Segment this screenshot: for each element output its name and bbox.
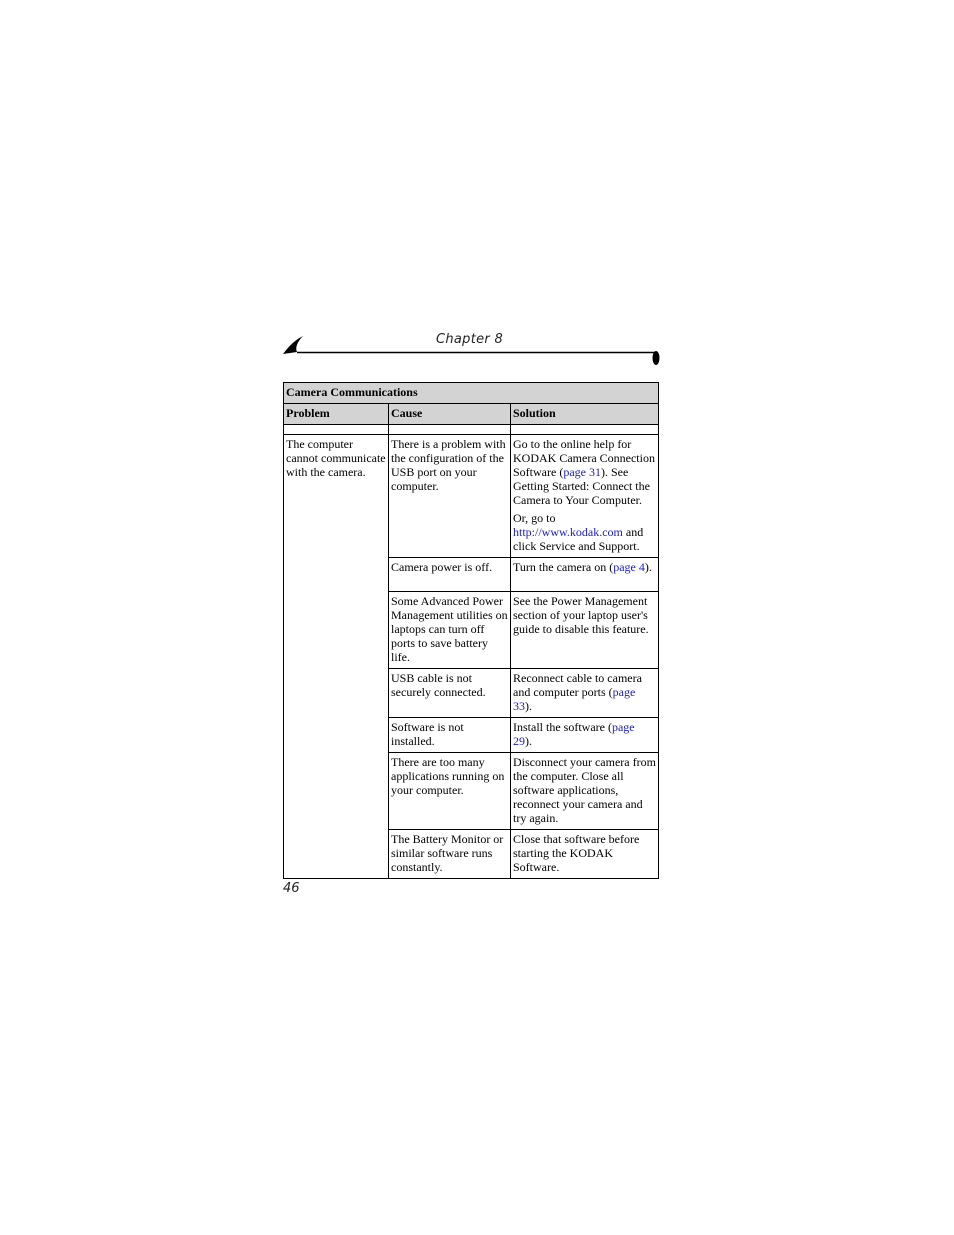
solution-text: ). xyxy=(525,699,532,713)
solution-text: Reconnect cable to camera and computer ports ( xyxy=(513,671,642,699)
solution-text: ). See Getting Started: Connect the Camera to Your Computer. xyxy=(513,465,650,507)
solution-cell xyxy=(511,558,659,592)
cause-cell: Camera power is off. xyxy=(389,558,511,592)
page-header xyxy=(283,330,661,366)
solution-cell: See the Power Management section of your laptop user's guide to disable this feature. xyxy=(511,592,659,669)
cause-cell: Software is not installed. xyxy=(389,718,511,753)
page-link[interactable]: page 29 xyxy=(513,720,635,748)
solution-paragraph xyxy=(513,437,656,507)
solution-text: Turn the camera on ( xyxy=(513,560,614,574)
problem-cell: The computer cannot communicate with the camera. xyxy=(284,435,389,879)
kodak-web-link[interactable]: http://www.kodak.com xyxy=(513,525,623,539)
page-link[interactable]: page 4 xyxy=(613,560,645,574)
solution-text: ). xyxy=(644,560,652,574)
page-link[interactable]: page 31 xyxy=(563,465,601,479)
page-link[interactable]: page 33 xyxy=(513,685,636,713)
solution-text: Install the software ( xyxy=(513,720,612,734)
header-end-dot-icon xyxy=(653,351,660,365)
chapter-label: Chapter 8 xyxy=(436,332,504,347)
solution-cell: Disconnect your camera from the computer. Close all software applications, reconnect your camera and try again. xyxy=(511,753,659,830)
solution-text: Or, go to xyxy=(513,511,556,525)
solution-cell xyxy=(511,718,659,753)
cause-cell: There are too many applications running on your computer. xyxy=(389,753,511,830)
solution-cell xyxy=(511,669,659,718)
table-row xyxy=(284,435,659,558)
cause-cell: USB cable is not securely connected. xyxy=(389,669,511,718)
solution-text: and click Service and Support. xyxy=(513,525,644,553)
cause-cell: The Battery Monitor or similar software runs constantly. xyxy=(389,830,511,879)
header-swoosh-icon xyxy=(283,336,303,354)
solution-cell: Close that software before starting the KODAK Software. xyxy=(511,830,659,879)
column-header-problem: Problem xyxy=(284,404,389,425)
solution-text: ). xyxy=(525,734,532,748)
table-header-row xyxy=(284,404,659,425)
cause-cell: Some Advanced Power Management utilities on laptops can turn off ports to save battery life. xyxy=(389,592,511,669)
table-title: Camera Communications xyxy=(284,383,659,404)
solution-text: Go to the online help for KODAK Camera Connection Software ( xyxy=(513,437,655,479)
cause-cell: There is a problem with the configuration of the USB port on your computer. xyxy=(389,435,511,558)
column-header-solution: Solution xyxy=(511,404,659,425)
camera-communications-table xyxy=(283,382,659,879)
table-spacer-row xyxy=(284,425,659,435)
page-number: 46 xyxy=(283,881,300,896)
table-title-row xyxy=(284,383,659,404)
solution-cell xyxy=(511,435,659,558)
column-header-cause: Cause xyxy=(389,404,511,425)
solution-paragraph xyxy=(513,511,656,553)
